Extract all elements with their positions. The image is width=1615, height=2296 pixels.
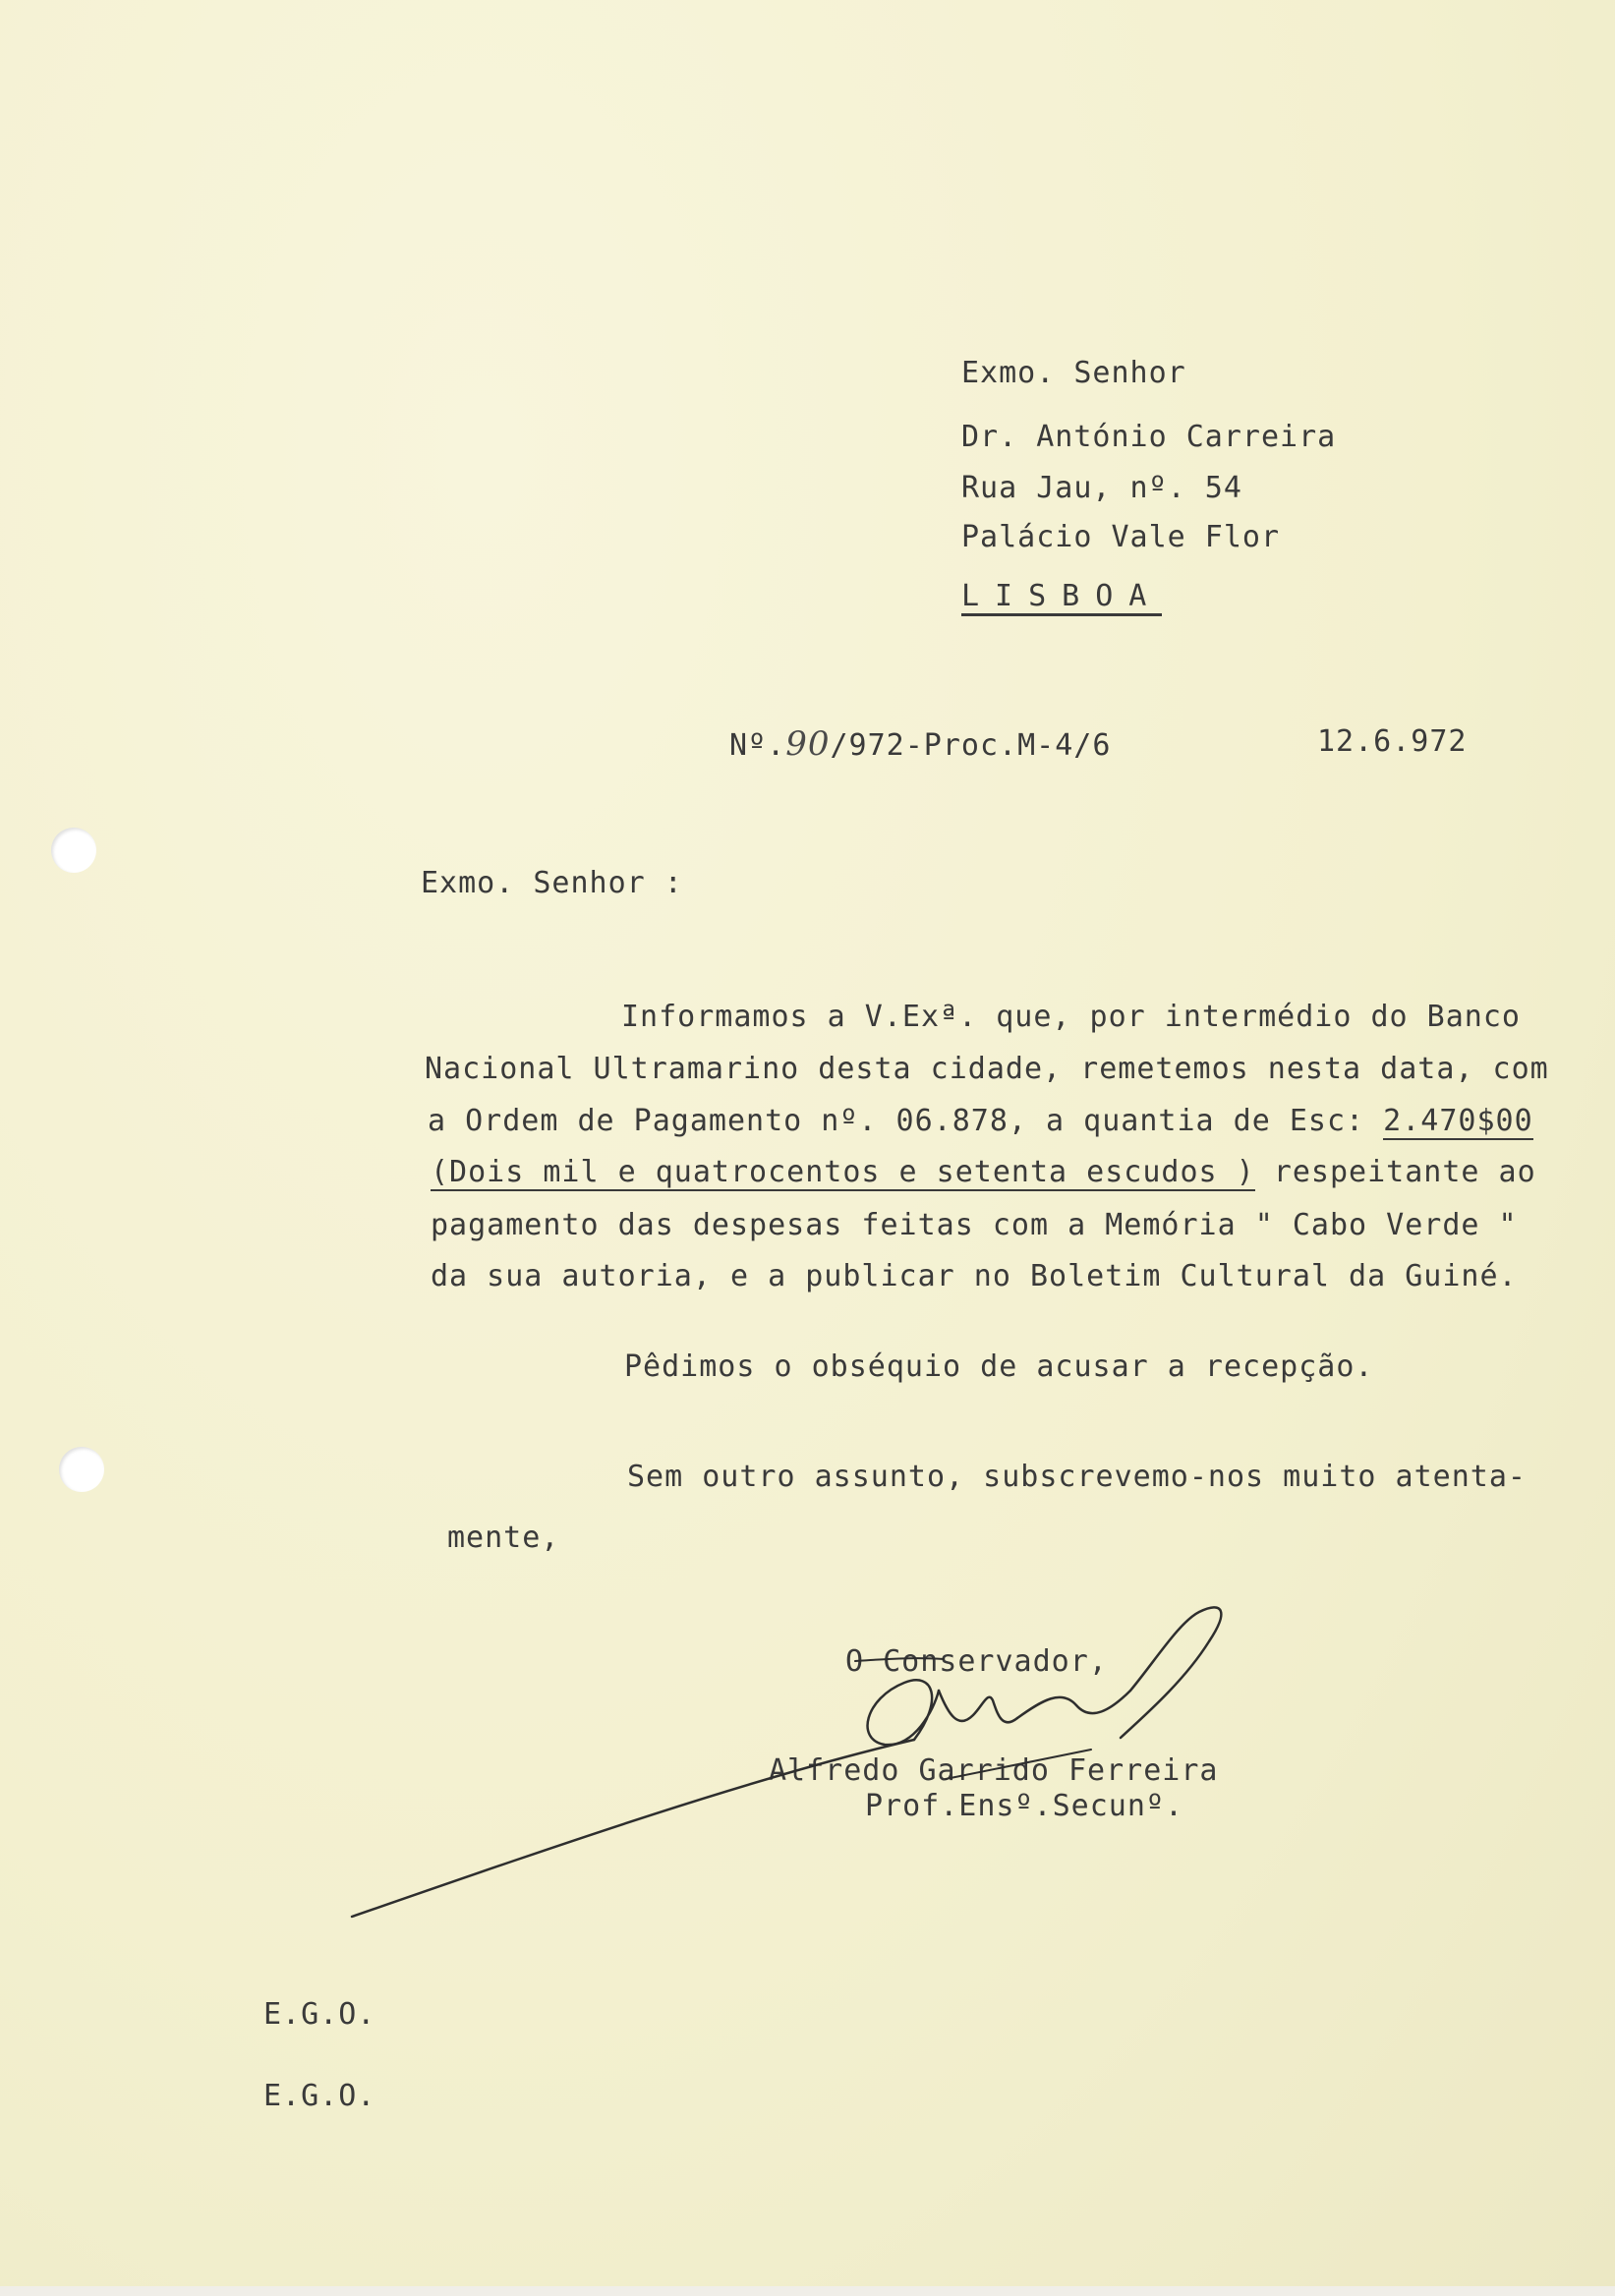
recipient-street: Rua Jau, nº. 54	[961, 471, 1242, 505]
body-line-5: pagamento das despesas feitas com a Memória " Cabo Verde "	[431, 1208, 1518, 1242]
recipient-building: Palácio Vale Flor	[961, 520, 1281, 554]
letter-date: 12.6.972	[1317, 724, 1468, 759]
signatory-title: O Conservador,	[845, 1644, 1108, 1679]
amount-words: (Dois mil e quatrocentos e setenta escudos )	[431, 1155, 1255, 1189]
body-line-2: Nacional Ultramarino desta cidade, remetemos nesta data, com	[425, 1052, 1549, 1086]
scan-edge	[0, 2286, 1615, 2296]
closing-line-2: mente,	[447, 1521, 560, 1555]
reference-suffix: /972-Proc.M-4/6	[830, 728, 1112, 763]
body-line-6: da sua autoria, e a publicar no Boletim Cultural da Guiné.	[431, 1259, 1518, 1293]
recipient-city: LISBOA	[961, 582, 1162, 616]
body-request: Pêdimos o obséquio de acusar a recepção.	[624, 1349, 1374, 1384]
recipient-name: Dr. António Carreira	[961, 420, 1337, 454]
reference-prefix: Nº.	[729, 728, 786, 763]
footer-initials-1: E.G.O.	[263, 1997, 376, 2032]
body-line-3-text: a Ordem de Pagamento nº. 06.878, a quantia de Esc:	[428, 1104, 1384, 1138]
closing-line-1: Sem outro assunto, subscrevemo-nos muito atenta-	[627, 1460, 1527, 1494]
recipient-salutation: Exmo. Senhor	[961, 356, 1186, 390]
signatory-name: Alfredo Garrido Ferreira	[769, 1753, 1219, 1788]
signatory-position: Prof.Ensº.Secunº.	[865, 1789, 1184, 1823]
body-line-4-text: respeitante ao	[1254, 1155, 1536, 1189]
greeting: Exmo. Senhor :	[421, 866, 683, 900]
footer-initials-2: E.G.O.	[263, 2079, 376, 2113]
reference-handwritten-number: 90	[785, 724, 831, 764]
amount-figures: 2.470$00	[1383, 1104, 1533, 1138]
body-line-1: Informamos a V.Exª. que, por intermédio do Banco	[621, 1000, 1521, 1034]
